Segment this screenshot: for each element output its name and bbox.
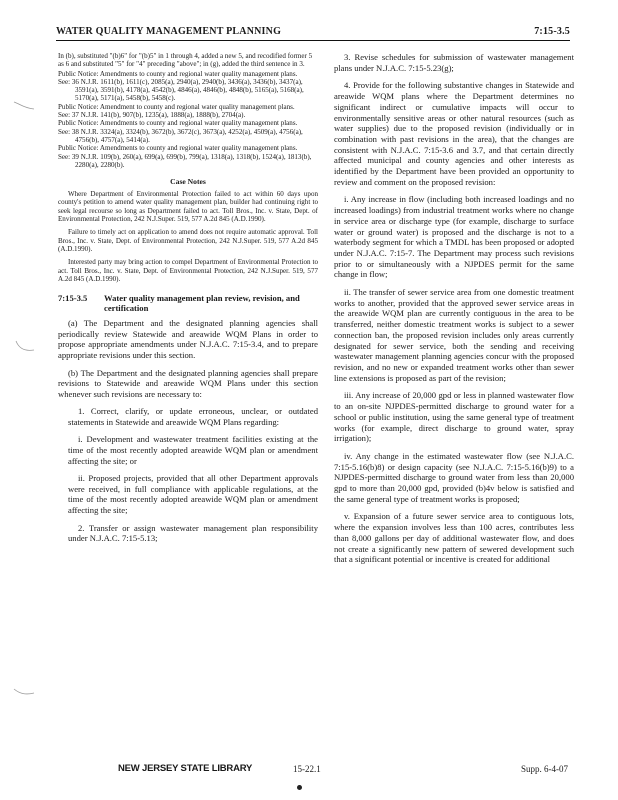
library-stamp: NEW JERSEY STATE LIBRARY: [118, 763, 253, 774]
public-notice: Public Notice: Amendments to county and regional water quality management plans.: [58, 119, 298, 128]
public-notice: Public Notice: Amendments to county and regional water quality management plans.: [58, 144, 298, 153]
punch-dot: [297, 785, 302, 790]
paragraph-b4-ii: ii. The transfer of sewer service area from one domestic treatment works to another, provided that the approved sewer service areas in the areawide WQM plan are currently contiguous in the area to be transferred, neither domestic treatment works is subject to a sewer connection ban, the proposed revision includes only areas currently designated for sewer service, both the sending and receiving wastewater management planning agencies concur with the proposed revision, and no new or expanded treatment works other than sewer line extensions is proposed as part of the revision;: [334, 287, 574, 383]
paragraph-b4-v: v. Expansion of a future sewer service area to contiguous lots, where the expansion involves less than 100 acres, contributes less than 8,000 gallons per day of additional wastewater flow, and does not create a significantly new pattern of sewered development such that a significant potential or incentive is created for additional: [334, 511, 574, 565]
notice-citations: See: 39 N.J.R. 109(b), 260(a), 699(a), 699(b), 799(a), 1318(a), 1318(b), 1524(a), 1813(b), 2280(a), 2280(b).: [58, 152, 312, 169]
paragraph-b1-i: i. Development and wastewater treatment facilities existing at the time of the most recently adopted areawide WQM plan or amendment affecting the site; or: [68, 434, 318, 466]
supplement-date: Supp. 6-4-07: [521, 764, 568, 774]
header-section: 7:15-3.5: [534, 26, 570, 37]
case-note: Where Department of Environmental Protection failed to act within 60 days upon county's petition to amend water quality management plan, builder had continuing right to seek legal recourse so long as Department failed to act. Toll Bros., Inc. v. State, Dept. of Environmental Protection, 242 N.J.Super. 519, 577 A.2d 845 (A.D.1990).: [58, 190, 318, 224]
paragraph-a: (a) The Department and the designated planning agencies shall periodically review Statewide and areawide WQM Plans in order to propose appropriate amendments under N.J.A.C. 7:15-3.4, and to prepare appropriate revisions under this section.: [58, 318, 318, 360]
notice-citations: See: 38 N.J.R. 3324(a), 3324(b), 3672(b), 3672(c), 3673(a), 4252(a), 4509(a), 4756(a), 4756(b), 4757(a), 5414(a).: [58, 127, 303, 144]
paragraph-b3: 3. Revise schedules for submission of wastewater management plans under N.J.A.C. 7:15-5.23(g);: [334, 52, 574, 73]
page-number: 15-22.1: [293, 764, 321, 774]
paragraph-b1: 1. Correct, clarify, or update erroneous, unclear, or outdated statements in Statewide and areawide WQM Plans regarding:: [68, 406, 318, 427]
history-note: In (b), substituted "(b)6" for "(b)5" in 1 through 4, added a new 5, and recodified former 5 as 6 and substituted "5" for "4" preceding "above"; in (g), added the third sentence in 3.: [58, 52, 313, 69]
case-note: Interested party may bring action to compel Department of Environmental Protection to act. Toll Bros., Inc. v. State, Dept. of Environmental Protection, 242 N.J.Super. 519, 577 A.2d 845 (A.D.1990).: [58, 258, 318, 283]
public-notice: Public Notice: Amendments to county and regional water quality management plans.: [58, 69, 298, 78]
notice-citations: See: 36 N.J.R. 1611(b), 1611(c), 2085(a), 2940(a), 2940(b), 3436(a), 3436(b), 3437(a), 3591(a), 3591(b), 4178(a), 4542(b), 4846(a), 4846(b), 4848(b), 5165(a), 5168(a), 5170(a), 5171(a), 5458(b), 5458(c).: [58, 77, 304, 103]
section-heading: [58, 293, 318, 313]
case-notes-heading: Case Notes: [170, 177, 206, 187]
case-note: Failure to timely act on application to amend does not require automatic approval. Toll Bros., Inc. v. State, Dept. of Environmental Protection, 242 N.J.Super. 519, 577 A.2d 845 (A.D.1990).: [58, 228, 318, 253]
paragraph-b4-iii: iii. Any increase of 20,000 gpd or less in planned wastewater flow to an on-site NJPDES-permitted discharge to ground water for a school or public institution, using the same general type of treatment works (for example, direct discharge to ground water, spray irrigation);: [334, 390, 574, 444]
paragraph-b4-i: i. Any increase in flow (including both increased loadings and no increased loadings) from industrial treatment works where no change in service area or discharge type (for example, discharge to surface water or ground water) is proposed and the discharge is not to a waterbody segment for which a TMDL has been proposed or adopted under N.J.A.C. 7:15-7. The Department may process such revisions prior to or simultaneously with a NJPDES permit for the same change in flow;: [334, 194, 574, 280]
running-header: [56, 24, 570, 41]
margin-mark: [12, 98, 38, 112]
section-title: Water quality management plan review, revision, and certification: [104, 293, 300, 314]
paragraph-b: (b) The Department and the designated planning agencies shall prepare revisions to Statewide and areawide WQM Plans under this section whenever such revisions are necessary to:: [58, 367, 318, 399]
section-number: 7:15-3.5: [58, 293, 88, 304]
right-column: [334, 52, 574, 772]
margin-mark: [12, 686, 38, 700]
paragraph-b2: 2. Transfer or assign wastewater management plan responsibility under N.J.A.C. 7:15-5.13;: [68, 522, 318, 544]
margin-mark: [12, 340, 38, 354]
paragraph-b4: 4. Provide for the following substantive changes in Statewide and areawide WQM plans where the Department determines no significant indirect or cumulative impacts will occur to environmentally sensitive areas or other natural resources (such as water supplies) due to the proposed revision (individually or in combination with past revisions in the area), that the changes are consistent with N.J.A.C. 7:15-3.6 and 3.7, and that certain directly affected municipal and county agencies and other interests as identified by the Department have been provided an opportunity to review and comment on the proposed revision:: [334, 80, 574, 187]
left-column: [58, 52, 318, 772]
paragraph-b4-iv: iv. Any change in the estimated wastewater flow (see N.J.A.C. 7:15-5.16(b)8) or design capacity (see N.J.A.C. 7:15-5.16(b)9) to a NJPDES-permitted discharge to ground water from less than 20,000 gpd to more than 20,000 gpd, provided (b)4v below is satisfied and the same general type of treatment works is proposed;: [334, 450, 574, 504]
public-notice: Public Notice: Amendment to county and regional water quality management plans.: [58, 102, 295, 111]
paragraph-b1-ii: ii. Proposed projects, provided that all other Department approvals were received, in full compliance with applicable regulations, at the time of the most recently adopted areawide WQM plan or amendment affecting the site;: [68, 473, 318, 516]
header-title: WATER QUALITY MANAGEMENT PLANNING: [56, 26, 282, 37]
notice-citations: See: 37 N.J.R. 141(b), 907(b), 1235(a), 1888(a), 1888(b), 2704(a).: [58, 111, 246, 120]
